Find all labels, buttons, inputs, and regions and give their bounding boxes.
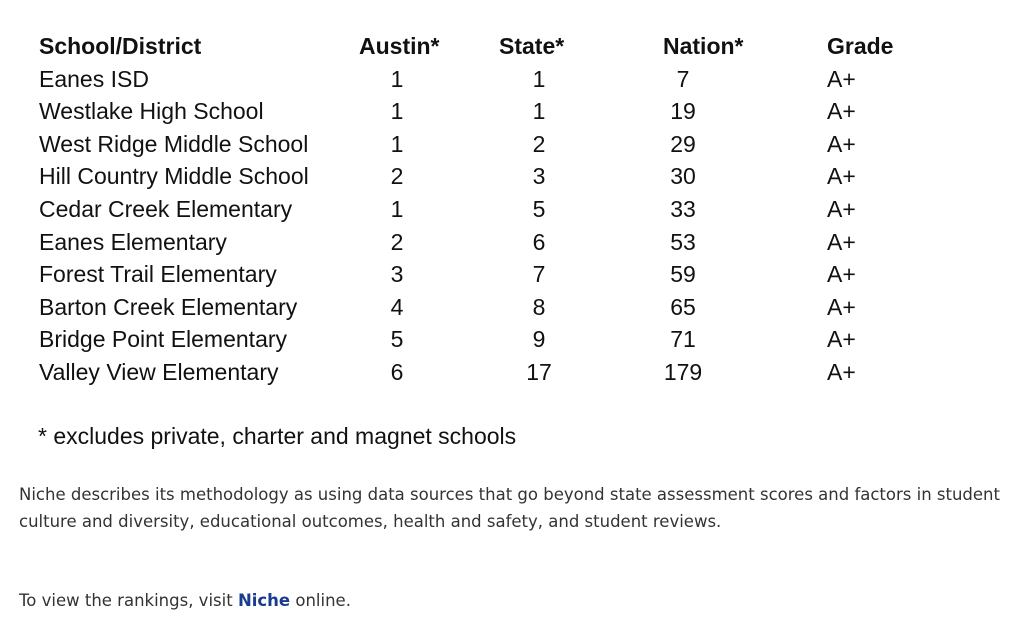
table-row bbox=[30, 160, 923, 193]
header-state: State* bbox=[499, 33, 565, 59]
cell-austin-rank-cell bbox=[349, 160, 497, 193]
cell-nation-rank-cell bbox=[655, 128, 823, 161]
cell-nation-rank-cell bbox=[655, 323, 823, 356]
cell-state-rank: 5 bbox=[532, 195, 546, 222]
cell-school: Bridge Point Elementary bbox=[39, 326, 288, 353]
cell-austin-rank-cell bbox=[349, 128, 497, 161]
rankings-table bbox=[30, 30, 923, 389]
cell-austin-rank: 1 bbox=[390, 130, 404, 157]
cell-austin-rank-cell bbox=[349, 95, 497, 128]
table-row bbox=[30, 193, 923, 226]
cell-nation-rank-cell bbox=[655, 258, 823, 291]
niche-link[interactable]: Niche bbox=[237, 591, 291, 610]
cell-state-rank: 2 bbox=[532, 130, 546, 157]
header-grade: Grade bbox=[827, 33, 894, 59]
table-row bbox=[30, 63, 923, 96]
cell-state-rank-cell bbox=[497, 323, 655, 356]
cell-grade: A+ bbox=[827, 195, 856, 222]
cell-austin-rank: 1 bbox=[390, 98, 404, 125]
visit-prefix: To view the rankings, visit bbox=[19, 591, 238, 610]
cell-state-rank: 1 bbox=[532, 65, 546, 92]
cell-grade: A+ bbox=[827, 358, 856, 385]
cell-state-rank-cell bbox=[497, 160, 655, 193]
cell-nation-rank-cell bbox=[655, 226, 823, 259]
cell-austin-rank-cell bbox=[349, 193, 497, 226]
cell-school: Forest Trail Elementary bbox=[39, 261, 277, 288]
table-row bbox=[30, 323, 923, 356]
table-body bbox=[30, 63, 923, 389]
table-header-row bbox=[30, 30, 923, 63]
table-row bbox=[30, 356, 923, 389]
cell-nation-rank: 65 bbox=[670, 293, 696, 320]
cell-school: West Ridge Middle School bbox=[39, 130, 309, 157]
cell-austin-rank: 5 bbox=[390, 326, 404, 353]
cell-state-rank-cell bbox=[497, 226, 655, 259]
table-row bbox=[30, 128, 923, 161]
cell-state-rank: 9 bbox=[532, 326, 546, 353]
header-nation: Nation* bbox=[663, 33, 744, 59]
cell-state-rank-cell bbox=[497, 193, 655, 226]
cell-austin-rank-cell bbox=[349, 63, 497, 96]
cell-austin-rank: 6 bbox=[390, 358, 404, 385]
cell-austin-rank: 2 bbox=[390, 228, 404, 255]
cell-austin-rank-cell bbox=[349, 356, 497, 389]
cell-school: Westlake High School bbox=[39, 98, 264, 125]
cell-austin-rank-cell bbox=[349, 258, 497, 291]
visit-rankings-line bbox=[19, 587, 351, 614]
cell-nation-rank: 179 bbox=[663, 358, 703, 385]
cell-state-rank-cell bbox=[497, 63, 655, 96]
cell-state-rank-cell bbox=[497, 95, 655, 128]
cell-nation-rank: 71 bbox=[670, 326, 696, 353]
cell-state-rank-cell bbox=[497, 258, 655, 291]
cell-grade: A+ bbox=[827, 261, 856, 288]
cell-austin-rank-cell bbox=[349, 226, 497, 259]
cell-nation-rank: 19 bbox=[670, 98, 696, 125]
cell-grade: A+ bbox=[827, 65, 856, 92]
table-row bbox=[30, 226, 923, 259]
cell-state-rank-cell bbox=[497, 291, 655, 324]
cell-state-rank: 8 bbox=[532, 293, 546, 320]
cell-austin-rank: 2 bbox=[390, 163, 404, 190]
cell-nation-rank-cell bbox=[655, 356, 823, 389]
cell-grade: A+ bbox=[827, 326, 856, 353]
cell-grade: A+ bbox=[827, 228, 856, 255]
cell-grade: A+ bbox=[827, 293, 856, 320]
cell-austin-rank: 4 bbox=[390, 293, 404, 320]
visit-suffix: online. bbox=[290, 591, 351, 610]
cell-nation-rank-cell bbox=[655, 160, 823, 193]
cell-nation-rank: 53 bbox=[670, 228, 696, 255]
cell-state-rank-cell bbox=[497, 128, 655, 161]
cell-state-rank: 3 bbox=[532, 163, 546, 190]
cell-austin-rank: 1 bbox=[390, 195, 404, 222]
cell-state-rank-cell bbox=[497, 356, 655, 389]
cell-grade: A+ bbox=[827, 163, 856, 190]
cell-nation-rank-cell bbox=[655, 95, 823, 128]
header-austin: Austin* bbox=[359, 33, 440, 59]
cell-nation-rank-cell bbox=[655, 63, 823, 96]
cell-nation-rank-cell bbox=[655, 193, 823, 226]
cell-nation-rank: 29 bbox=[670, 130, 696, 157]
cell-state-rank: 6 bbox=[532, 228, 546, 255]
cell-school: Barton Creek Elementary bbox=[39, 293, 298, 320]
cell-austin-rank: 1 bbox=[390, 65, 404, 92]
cell-school: Valley View Elementary bbox=[39, 358, 279, 385]
cell-nation-rank: 59 bbox=[670, 261, 696, 288]
methodology-description: Niche describes its methodology as using data sources that go beyond state assessment scores and factors in student culture and diversity, educational outcomes, health and safety, and student reviews. bbox=[19, 485, 1000, 531]
cell-austin-rank-cell bbox=[349, 291, 497, 324]
table-footnote: * excludes private, charter and magnet schools bbox=[38, 423, 517, 449]
cell-nation-rank: 7 bbox=[676, 65, 690, 92]
cell-state-rank: 17 bbox=[526, 358, 552, 385]
cell-school: Eanes ISD bbox=[39, 65, 149, 92]
cell-austin-rank: 3 bbox=[390, 261, 404, 288]
cell-nation-rank-cell bbox=[655, 291, 823, 324]
cell-school: Eanes Elementary bbox=[39, 228, 227, 255]
table-row bbox=[30, 291, 923, 324]
cell-school: Cedar Creek Elementary bbox=[39, 195, 293, 222]
cell-grade: A+ bbox=[827, 98, 856, 125]
cell-state-rank: 1 bbox=[532, 98, 546, 125]
cell-nation-rank: 33 bbox=[670, 195, 696, 222]
cell-austin-rank-cell bbox=[349, 323, 497, 356]
header-school-district: School/District bbox=[39, 33, 202, 59]
cell-state-rank: 7 bbox=[532, 261, 546, 288]
table-row bbox=[30, 258, 923, 291]
cell-school: Hill Country Middle School bbox=[39, 163, 309, 190]
cell-grade: A+ bbox=[827, 130, 856, 157]
cell-nation-rank: 30 bbox=[670, 163, 696, 190]
table-row bbox=[30, 95, 923, 128]
